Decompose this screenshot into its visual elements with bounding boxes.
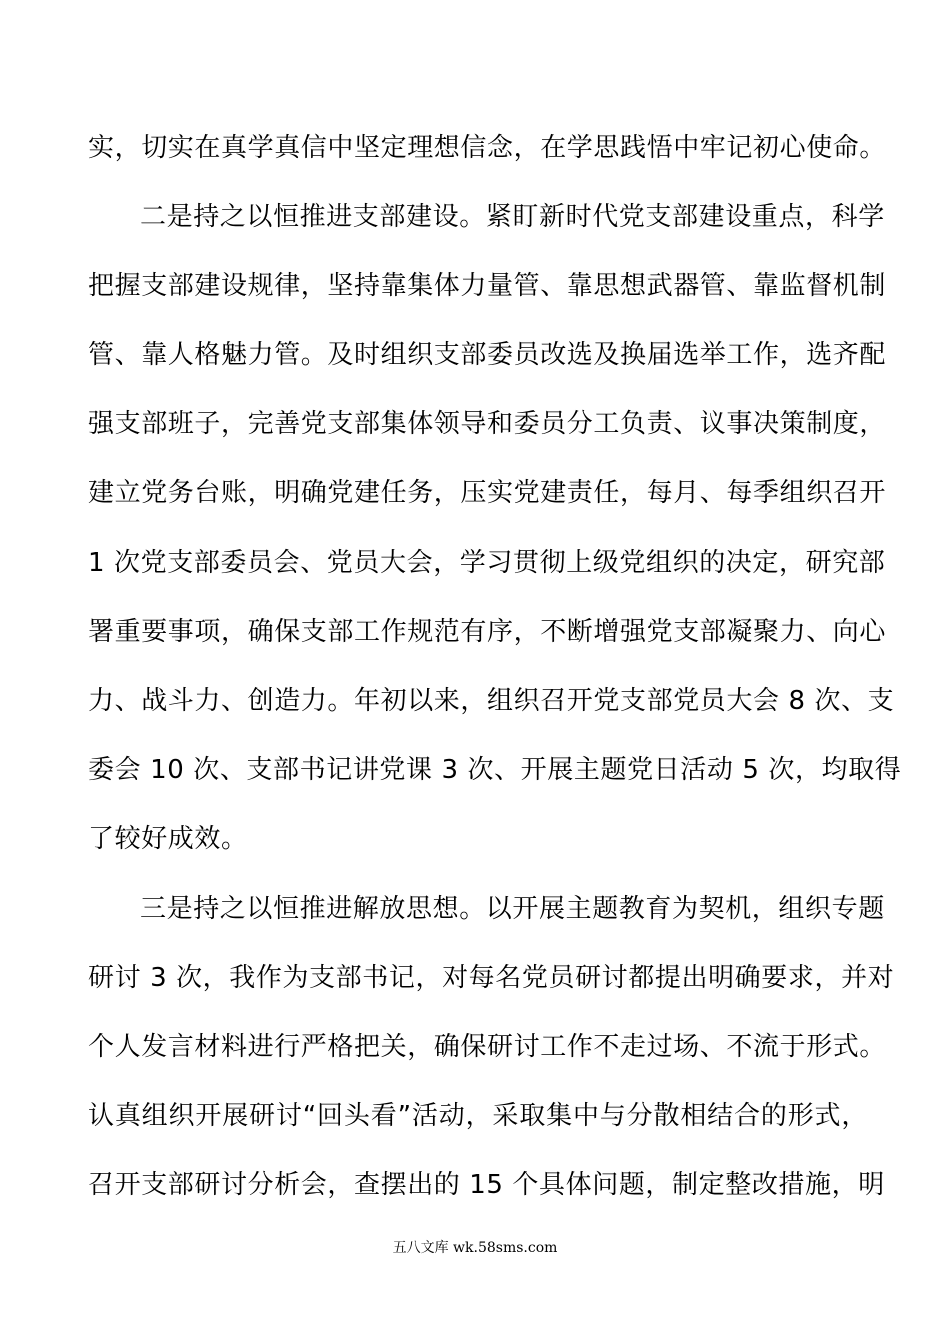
body-text-line: 管、靠人格魅力管。及时组织支部委员改选及换届选举工作，选齐配 xyxy=(88,340,887,370)
body-text-line: 力、战斗力、创造力。年初以来，组织召开党支部党员大会 8 次、支 xyxy=(88,686,895,716)
body-text-line: 召开支部研讨分析会，查摆出的 15 个具体问题，制定整改措施，明 xyxy=(88,1170,885,1200)
body-text-line: 建立党务台账，明确党建任务，压实党建责任，每月、每季组织召开 xyxy=(88,478,887,508)
body-text-line: 强支部班子，完善党支部集体领导和委员分工负责、议事决策制度， xyxy=(88,409,887,439)
body-text-line: 把握支部建设规律，坚持靠集体力量管、靠思想武器管、靠监督机制 xyxy=(88,271,887,301)
body-text-line: 研讨 3 次，我作为支部书记，对每名党员研讨都提出明确要求，并对 xyxy=(88,963,895,993)
body-text-line: 署重要事项，确保支部工作规范有序，不断增强党支部凝聚力、向心 xyxy=(88,617,887,647)
body-text-line: 个人发言材料进行严格把关，确保研讨工作不走过场、不流于形式。 xyxy=(88,1032,887,1062)
paragraph-first-line: 三是持之以恒推进解放思想。以开展主题教育为契机，组织专题 xyxy=(140,894,885,924)
paragraph-first-line: 二是持之以恒推进支部建设。紧盯新时代党支部建设重点，科学 xyxy=(140,202,885,232)
paragraph-last-line: 了较好成效。 xyxy=(88,824,248,854)
body-text-line: 1 次党支部委员会、党员大会，学习贯彻上级党组织的决定，研究部 xyxy=(88,548,886,578)
page-footer: 五八文库 wk.58sms.com xyxy=(392,1240,558,1256)
body-text-line: 实，切实在真学真信中坚定理想信念，在学思践悟中牢记初心使命。 xyxy=(88,133,887,163)
body-text-line: 认真组织开展研讨“回头看”活动，采取集中与分散相结合的形式， xyxy=(88,1101,868,1131)
body-text-line: 委会 10 次、支部书记讲党课 3 次、开展主题党日活动 5 次，均取得 xyxy=(88,755,902,785)
